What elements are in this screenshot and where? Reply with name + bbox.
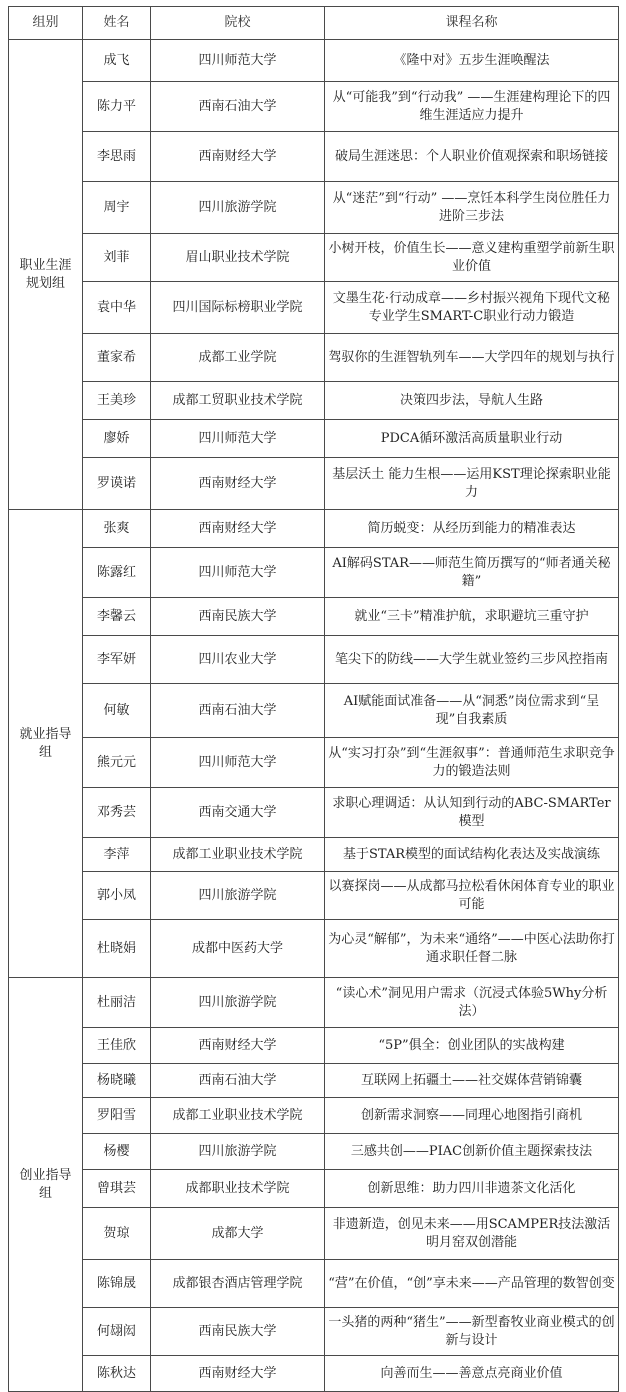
table-row bbox=[9, 1028, 619, 1064]
table-row bbox=[9, 872, 619, 920]
name-cell: 陈露红 bbox=[83, 548, 151, 598]
table-row bbox=[9, 382, 619, 420]
table-row bbox=[9, 1356, 619, 1392]
name-cell: 杜丽洁 bbox=[83, 978, 151, 1028]
table-row bbox=[9, 334, 619, 382]
course-list-document bbox=[8, 6, 618, 1392]
table-row bbox=[9, 182, 619, 234]
name-cell: 杨樱 bbox=[83, 1134, 151, 1170]
name-cell: 杨晓曦 bbox=[83, 1064, 151, 1098]
school-cell: 四川旅游学院 bbox=[151, 182, 325, 234]
course-cell: 笔尖下的防线——大学生就业签约三步风控指南 bbox=[325, 636, 619, 684]
header-name: 姓名 bbox=[83, 7, 151, 40]
table-row bbox=[9, 1170, 619, 1208]
table-row bbox=[9, 598, 619, 636]
name-cell: 陈力平 bbox=[83, 82, 151, 132]
name-cell: 陈锦晟 bbox=[83, 1260, 151, 1308]
course-cell: “读心术”洞见用户需求（沉浸式体验5Why分析法） bbox=[325, 978, 619, 1028]
name-cell: 李思雨 bbox=[83, 132, 151, 182]
course-cell: 基层沃土 能力生根——运用KST理论探索职业能力 bbox=[325, 458, 619, 510]
table-row bbox=[9, 1134, 619, 1170]
school-cell: 西南财经大学 bbox=[151, 510, 325, 548]
school-cell: 四川国际标榜职业学院 bbox=[151, 282, 325, 334]
table-row bbox=[9, 458, 619, 510]
course-cell: 从“迷茫”到“行动” ——烹饪本科学生岗位胜任力进阶三步法 bbox=[325, 182, 619, 234]
table-row bbox=[9, 234, 619, 282]
table-row bbox=[9, 738, 619, 788]
name-cell: 郭小凤 bbox=[83, 872, 151, 920]
school-cell: 四川师范大学 bbox=[151, 738, 325, 788]
header-school: 院校 bbox=[151, 7, 325, 40]
course-cell: 向善而生——善意点亮商业价值 bbox=[325, 1356, 619, 1392]
name-cell: 熊元元 bbox=[83, 738, 151, 788]
school-cell: 成都中医药大学 bbox=[151, 920, 325, 978]
course-cell: 互联网上拓疆土——社交媒体营销锦囊 bbox=[325, 1064, 619, 1098]
course-cell: 基于STAR模型的面试结构化表达及实战演练 bbox=[325, 838, 619, 872]
name-cell: 何翃闳 bbox=[83, 1308, 151, 1356]
school-cell: 成都工业学院 bbox=[151, 334, 325, 382]
name-cell: 王美珍 bbox=[83, 382, 151, 420]
course-cell: AI解码STAR——师范生简历撰写的“师者通关秘籍” bbox=[325, 548, 619, 598]
table-row bbox=[9, 1208, 619, 1260]
header-row bbox=[9, 7, 619, 40]
school-cell: 四川师范大学 bbox=[151, 548, 325, 598]
name-cell: 邓秀芸 bbox=[83, 788, 151, 838]
school-cell: 成都职业技术学院 bbox=[151, 1170, 325, 1208]
course-cell: 非遗新造，创见未来——用SCAMPER技法激活明月窑双创潜能 bbox=[325, 1208, 619, 1260]
course-cell: 驾驭你的生涯智轨列车——大学四年的规划与执行 bbox=[325, 334, 619, 382]
table-row bbox=[9, 636, 619, 684]
table-row bbox=[9, 1260, 619, 1308]
school-cell: 四川旅游学院 bbox=[151, 1134, 325, 1170]
school-cell: 西南财经大学 bbox=[151, 458, 325, 510]
school-cell: 西南石油大学 bbox=[151, 82, 325, 132]
course-cell: 破局生涯迷思：个人职业价值观探索和职场链接 bbox=[325, 132, 619, 182]
school-cell: 四川农业大学 bbox=[151, 636, 325, 684]
name-cell: 董家希 bbox=[83, 334, 151, 382]
name-cell: 王佳欣 bbox=[83, 1028, 151, 1064]
course-cell: 创新思维：助力四川非遗茶文化活化 bbox=[325, 1170, 619, 1208]
table-row bbox=[9, 1098, 619, 1134]
name-cell: 曾琪芸 bbox=[83, 1170, 151, 1208]
course-table bbox=[8, 6, 619, 1392]
table-row bbox=[9, 282, 619, 334]
course-cell: 决策四步法，导航人生路 bbox=[325, 382, 619, 420]
school-cell: 西南财经大学 bbox=[151, 1356, 325, 1392]
table-row bbox=[9, 1064, 619, 1098]
course-cell: 创新需求洞察——同理心地图指引商机 bbox=[325, 1098, 619, 1134]
name-cell: 罗谟诺 bbox=[83, 458, 151, 510]
school-cell: 眉山职业技术学院 bbox=[151, 234, 325, 282]
course-cell: 求职心理调适：从认知到行动的ABC-SMARTer模型 bbox=[325, 788, 619, 838]
header-course: 课程名称 bbox=[325, 7, 619, 40]
school-cell: 西南交通大学 bbox=[151, 788, 325, 838]
group-cell: 就业指导 组 bbox=[9, 510, 83, 978]
table-row bbox=[9, 132, 619, 182]
name-cell: 李军妍 bbox=[83, 636, 151, 684]
school-cell: 四川旅游学院 bbox=[151, 872, 325, 920]
name-cell: 陈秋达 bbox=[83, 1356, 151, 1392]
table-row bbox=[9, 1308, 619, 1356]
name-cell: 李馨云 bbox=[83, 598, 151, 636]
group-cell: 职业生涯 规划组 bbox=[9, 40, 83, 510]
course-cell: 就业“三卡”精准护航，求职避坑三重守护 bbox=[325, 598, 619, 636]
school-cell: 四川旅游学院 bbox=[151, 978, 325, 1028]
course-cell: 文墨生花·行动成章——乡村振兴视角下现代文秘专业学生SMART-C职业行动力锻造 bbox=[325, 282, 619, 334]
school-cell: 成都银杏酒店管理学院 bbox=[151, 1260, 325, 1308]
course-cell: 从“实习打杂”到“生涯叙事”：普通师范生求职竞争力的锻造法则 bbox=[325, 738, 619, 788]
name-cell: 何敏 bbox=[83, 684, 151, 738]
name-cell: 成飞 bbox=[83, 40, 151, 82]
table-row bbox=[9, 920, 619, 978]
header-group: 组别 bbox=[9, 7, 83, 40]
course-cell: “5P”俱全：创业团队的实战构建 bbox=[325, 1028, 619, 1064]
name-cell: 罗阳雪 bbox=[83, 1098, 151, 1134]
table-row bbox=[9, 510, 619, 548]
name-cell: 周宇 bbox=[83, 182, 151, 234]
table-row bbox=[9, 548, 619, 598]
table-row bbox=[9, 82, 619, 132]
name-cell: 李萍 bbox=[83, 838, 151, 872]
course-cell: 从“可能我”到“行动我” ——生涯建构理论下的四维生涯适应力提升 bbox=[325, 82, 619, 132]
school-cell: 西南民族大学 bbox=[151, 1308, 325, 1356]
group-cell: 创业指导 组 bbox=[9, 978, 83, 1392]
course-cell: 为心灵“解郁”，为未来“通络”——中医心法助你打通求职任督二脉 bbox=[325, 920, 619, 978]
course-cell: 《隆中对》五步生涯唤醒法 bbox=[325, 40, 619, 82]
school-cell: 成都大学 bbox=[151, 1208, 325, 1260]
school-cell: 成都工贸职业技术学院 bbox=[151, 382, 325, 420]
table-row bbox=[9, 40, 619, 82]
school-cell: 西南民族大学 bbox=[151, 598, 325, 636]
school-cell: 西南财经大学 bbox=[151, 132, 325, 182]
school-cell: 西南石油大学 bbox=[151, 684, 325, 738]
school-cell: 成都工业职业技术学院 bbox=[151, 838, 325, 872]
course-cell: 小树开枝，价值生长——意义建构重塑学前新生职业价值 bbox=[325, 234, 619, 282]
school-cell: 成都工业职业技术学院 bbox=[151, 1098, 325, 1134]
name-cell: 廖娇 bbox=[83, 420, 151, 458]
course-cell: 简历蜕变：从经历到能力的精准表达 bbox=[325, 510, 619, 548]
table-row bbox=[9, 684, 619, 738]
course-cell: 三感共创——PIAC创新价值主题探索技法 bbox=[325, 1134, 619, 1170]
course-cell: “营”在价值，“创”享未来——产品管理的数智创变 bbox=[325, 1260, 619, 1308]
table-body bbox=[9, 40, 619, 1392]
course-cell: 一头猪的两种“猪生”——新型畜牧业商业模式的创新与设计 bbox=[325, 1308, 619, 1356]
school-cell: 西南石油大学 bbox=[151, 1064, 325, 1098]
name-cell: 张爽 bbox=[83, 510, 151, 548]
course-cell: PDCA循环激活高质量职业行动 bbox=[325, 420, 619, 458]
table-row bbox=[9, 788, 619, 838]
name-cell: 杜晓娟 bbox=[83, 920, 151, 978]
table-row bbox=[9, 420, 619, 458]
table-row bbox=[9, 978, 619, 1028]
course-cell: 以赛探岗——从成都马拉松看休闲体育专业的职业可能 bbox=[325, 872, 619, 920]
school-cell: 西南财经大学 bbox=[151, 1028, 325, 1064]
school-cell: 四川师范大学 bbox=[151, 40, 325, 82]
name-cell: 袁中华 bbox=[83, 282, 151, 334]
name-cell: 贺琼 bbox=[83, 1208, 151, 1260]
course-cell: AI赋能面试准备——从“洞悉”岗位需求到“呈现”自我素质 bbox=[325, 684, 619, 738]
name-cell: 刘菲 bbox=[83, 234, 151, 282]
school-cell: 四川师范大学 bbox=[151, 420, 325, 458]
table-row bbox=[9, 838, 619, 872]
